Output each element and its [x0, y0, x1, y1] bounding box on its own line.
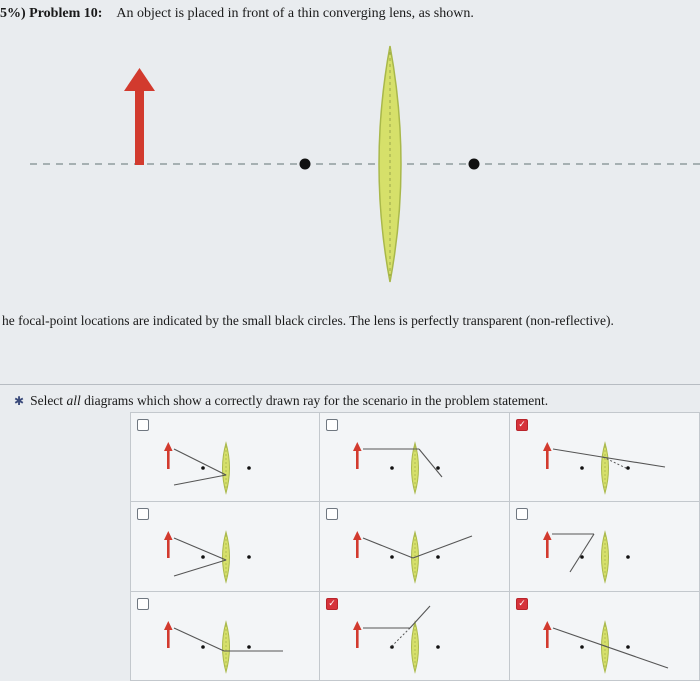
instruction-emphasis: all	[66, 393, 81, 408]
mini-object-arrow-head	[543, 442, 552, 451]
option-checkbox-1[interactable]	[137, 419, 149, 431]
focal-point-left	[300, 159, 311, 170]
object-arrow-shaft	[135, 88, 144, 165]
option-checkbox-2[interactable]	[326, 419, 338, 431]
option-checkbox-7[interactable]	[137, 598, 149, 610]
mini-diagram-9	[510, 592, 698, 680]
mini-focal-point-left	[580, 466, 584, 470]
mini-object-arrow-shaft	[546, 628, 549, 648]
mini-object-arrow-head	[353, 531, 362, 540]
mini-object-arrow-shaft	[546, 538, 549, 558]
mini-ray-segment	[174, 628, 224, 651]
mini-object-arrow-head	[164, 621, 173, 630]
mini-object-arrow-head	[543, 621, 552, 630]
mini-focal-point-left	[390, 466, 394, 470]
mini-diagram-5	[320, 502, 508, 590]
option-grid	[130, 412, 700, 681]
mini-focal-point-right	[626, 466, 630, 470]
option-cell-3[interactable]	[510, 412, 700, 502]
mini-focal-point-left	[390, 555, 394, 559]
mini-ray-segment	[174, 538, 226, 560]
mini-focal-point-right	[247, 555, 251, 559]
section-divider	[0, 384, 700, 385]
mini-focal-point-left	[580, 645, 584, 649]
option-cell-8[interactable]	[320, 592, 510, 681]
problem-title	[0, 6, 474, 22]
mini-focal-point-right	[436, 645, 440, 649]
problem-label: Problem 10:	[29, 6, 103, 21]
mini-object-arrow-shaft	[167, 449, 170, 469]
option-cell-6[interactable]	[510, 502, 700, 592]
mini-object-arrow-shaft	[356, 628, 359, 648]
instruction-before: Select	[30, 393, 64, 408]
mini-object-arrow-head	[164, 442, 173, 451]
mini-ray-segment	[410, 606, 430, 628]
mini-ray-segment	[570, 534, 594, 572]
option-checkbox-4[interactable]	[137, 508, 149, 520]
mini-ray-extension	[390, 628, 410, 648]
mini-ray-segment	[413, 536, 472, 558]
option-checkbox-9[interactable]: ✓	[516, 598, 528, 610]
mini-object-arrow-shaft	[167, 538, 170, 558]
mini-focal-point-right	[247, 466, 251, 470]
mini-ray-segment	[174, 475, 226, 485]
object-arrow-head	[124, 68, 155, 91]
option-cell-9[interactable]	[510, 592, 700, 681]
option-cell-1[interactable]	[130, 412, 320, 502]
mini-ray-segment	[174, 449, 226, 475]
mini-object-arrow-shaft	[546, 449, 549, 469]
option-checkbox-5[interactable]	[326, 508, 338, 520]
mini-object-arrow-head	[543, 531, 552, 540]
description-text: he focal-point locations are indicated by the small black circles. The lens is perfectly transparent (non-reflective).	[2, 313, 614, 328]
star-icon: ✱	[14, 394, 25, 408]
mini-focal-point-right	[436, 466, 440, 470]
option-cell-4[interactable]	[130, 502, 320, 592]
option-cell-5[interactable]	[320, 502, 510, 592]
mini-object-arrow-head	[353, 442, 362, 451]
mini-ray-segment	[174, 560, 226, 576]
mini-diagram-1	[131, 413, 319, 501]
mini-diagram-4	[131, 502, 319, 590]
mini-diagram-8	[320, 592, 508, 680]
mini-object-arrow-shaft	[356, 449, 359, 469]
mini-focal-point-right	[247, 645, 251, 649]
mini-diagram-7	[131, 592, 319, 680]
mini-object-arrow-shaft	[356, 538, 359, 558]
mini-ray-segment	[602, 457, 665, 467]
main-lens-diagram	[0, 30, 700, 300]
mini-diagram-2	[320, 413, 508, 501]
mini-object-arrow-head	[353, 621, 362, 630]
mini-ray-segment	[419, 449, 442, 477]
mini-ray-segment	[553, 628, 668, 668]
mini-diagram-3	[510, 413, 698, 501]
mini-object-arrow-head	[164, 531, 173, 540]
problem-prefix: 5%)	[0, 6, 26, 21]
mini-diagram-6	[510, 502, 698, 590]
option-checkbox-8[interactable]: ✓	[326, 598, 338, 610]
mini-focal-point-right	[626, 555, 630, 559]
mini-object-arrow-shaft	[167, 628, 170, 648]
instruction-text	[14, 393, 548, 409]
option-cell-7[interactable]	[130, 592, 320, 681]
mini-focal-point-right	[436, 555, 440, 559]
mini-ray-segment	[363, 538, 413, 558]
option-checkbox-3[interactable]: ✓	[516, 419, 528, 431]
option-cell-2[interactable]	[320, 412, 510, 502]
mini-ray-segment	[553, 449, 602, 457]
problem-statement: An object is placed in front of a thin converging lens, as shown.	[116, 6, 474, 21]
mini-focal-point-left	[201, 645, 205, 649]
option-checkbox-6[interactable]	[516, 508, 528, 520]
mini-focal-point-right	[626, 645, 630, 649]
focal-point-right	[469, 159, 480, 170]
mini-focal-point-left	[201, 466, 205, 470]
mini-focal-point-left	[201, 555, 205, 559]
instruction-after: diagrams which show a correctly drawn ray for the scenario in the problem statement.	[84, 393, 549, 408]
